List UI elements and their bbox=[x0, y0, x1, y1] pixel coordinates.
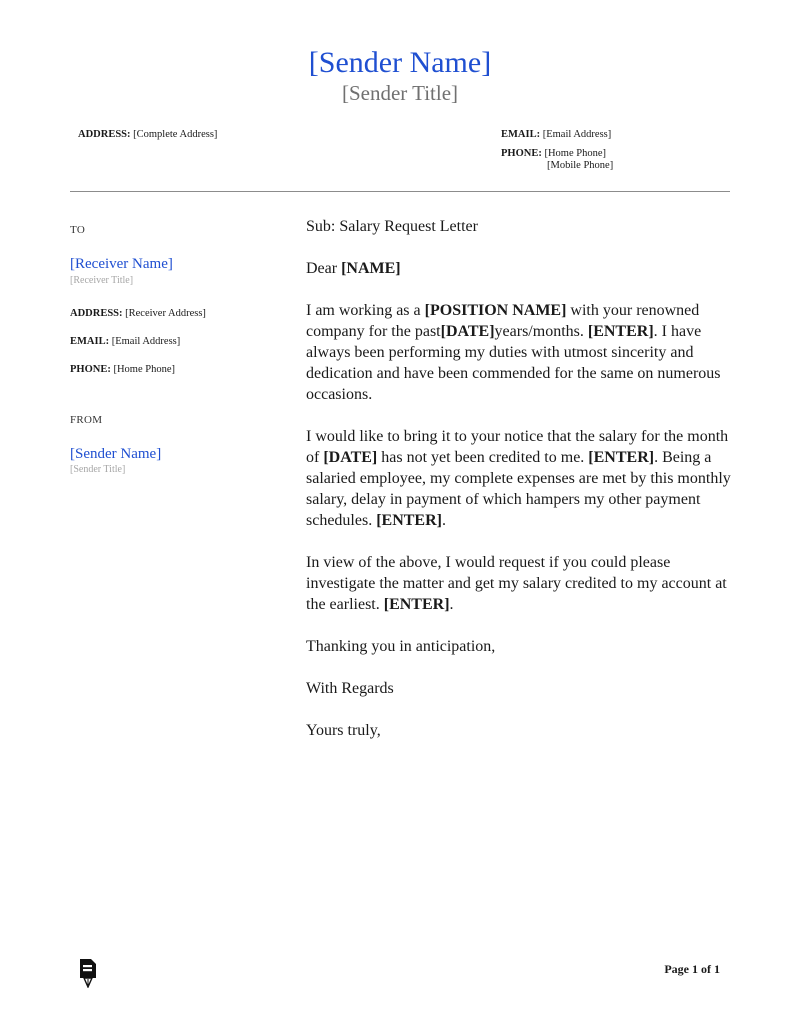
from-sender-name: [Sender Name] bbox=[70, 446, 162, 462]
letter-regards: With Regards bbox=[306, 680, 394, 697]
receiver-address-label: ADDRESS: bbox=[70, 308, 123, 319]
header-email-value: [Email Address] bbox=[542, 129, 612, 140]
p3-text-a: In view of the above, I would request if you could please investigate the matter and get my salary credited to my account at the earliest. bbox=[306, 554, 727, 613]
pen-nib-document-icon bbox=[78, 958, 98, 988]
to-label: TO bbox=[70, 224, 86, 236]
receiver-address-value: [Receiver Address] bbox=[125, 308, 206, 319]
p3-enter-placeholder: [ENTER] bbox=[383, 596, 450, 613]
header-email-label: EMAIL: bbox=[501, 129, 541, 140]
receiver-phone-value: [Home Phone] bbox=[113, 364, 175, 375]
header-mobile-phone: [Mobile Phone] bbox=[547, 160, 614, 171]
header-address-value: [Complete Address] bbox=[133, 129, 218, 140]
header-email bbox=[501, 128, 611, 141]
header-phone-label: PHONE: bbox=[501, 148, 542, 159]
salutation-prefix: Dear bbox=[306, 260, 342, 277]
receiver-title: [Receiver Title] bbox=[70, 275, 134, 286]
p1-text-a: I am working as a bbox=[306, 302, 425, 319]
letter-paragraph-3 bbox=[306, 552, 736, 615]
letter-paragraph-1 bbox=[306, 300, 736, 405]
page-number: Page 1 of 1 bbox=[664, 962, 720, 976]
p2-enter-placeholder-1: [ENTER] bbox=[588, 449, 655, 466]
letter-thanks: Thanking you in anticipation, bbox=[306, 638, 496, 655]
receiver-email-label: EMAIL: bbox=[70, 336, 110, 347]
p1-text-c: years/months. bbox=[494, 323, 588, 340]
sender-name-heading: [Sender Name] bbox=[308, 46, 492, 79]
letter-closing: Yours truly, bbox=[306, 722, 381, 739]
header-divider bbox=[70, 191, 730, 192]
receiver-name: [Receiver Name] bbox=[70, 256, 173, 272]
salutation-name: [NAME] bbox=[341, 260, 401, 277]
p2-text-b: has not yet been credited to me. bbox=[377, 449, 589, 466]
header-address bbox=[78, 128, 217, 141]
from-label: FROM bbox=[70, 414, 103, 426]
p2-text-a: I would like to bring it to your notice that the salary for the month of bbox=[306, 428, 729, 466]
p2-date-placeholder: [DATE] bbox=[323, 449, 378, 466]
p1-position-placeholder: [POSITION NAME] bbox=[424, 302, 567, 319]
receiver-phone bbox=[70, 363, 175, 376]
p2-text-c: . Being a salaried employee, my complete expenses are met by this monthly salary, delay in payment of which hampers my other payment schedules. bbox=[306, 449, 731, 529]
receiver-phone-label: PHONE: bbox=[70, 364, 111, 375]
p3-text-b: . bbox=[449, 596, 454, 613]
p1-enter-placeholder: [ENTER] bbox=[587, 323, 654, 340]
p1-date-placeholder: [DATE] bbox=[440, 323, 495, 340]
receiver-address bbox=[70, 307, 206, 320]
from-sender-title: [Sender Title] bbox=[70, 464, 126, 475]
receiver-email bbox=[70, 335, 180, 348]
sender-title-heading: [Sender Title] bbox=[341, 81, 459, 105]
letter-paragraph-2 bbox=[306, 426, 736, 531]
letter-salutation bbox=[306, 258, 736, 279]
letter-subject: Sub: Salary Request Letter bbox=[306, 218, 478, 235]
p1-text-b: with your renowned company for the past bbox=[306, 302, 700, 340]
p2-text-d: . bbox=[441, 512, 446, 529]
p2-enter-placeholder-2: [ENTER] bbox=[376, 512, 442, 529]
receiver-email-value: [Email Address] bbox=[111, 336, 181, 347]
header-home-phone: [Home Phone] bbox=[544, 148, 606, 159]
header-address-label: ADDRESS: bbox=[78, 129, 131, 140]
p1-text-d: . I have always been performing my duties with utmost sincerity and dedication and have been commended for the same on numerous occasions. bbox=[306, 323, 721, 403]
